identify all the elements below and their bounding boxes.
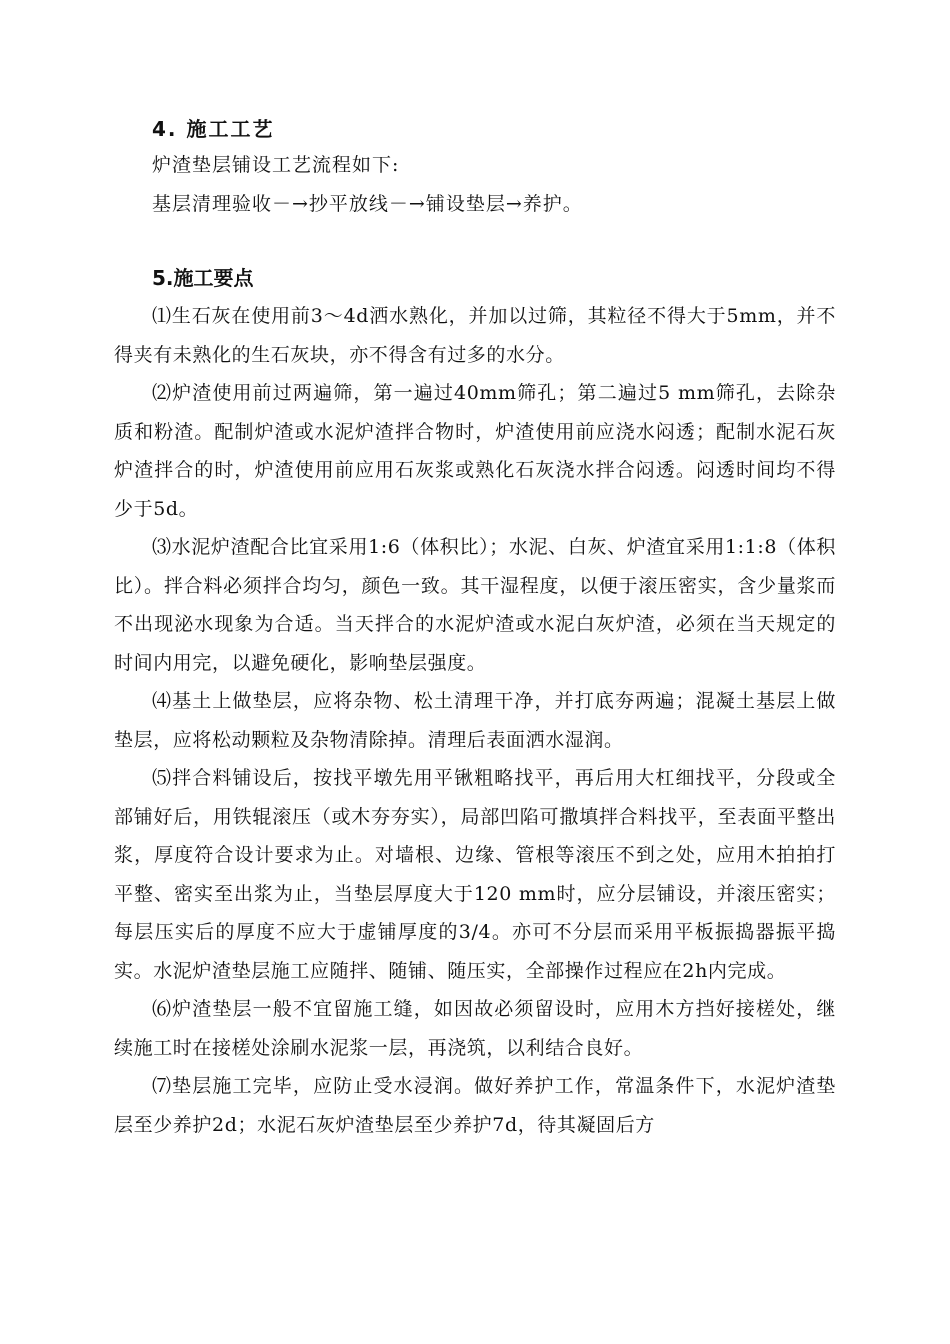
- paragraph-7: ⑺垫层施工完毕，应防止受水浸润。做好养护工作，常温条件下，水泥炉渣垫层至少养护2d；水泥石灰炉渣垫层至少养护7d，待其凝固后方: [114, 1075, 836, 1136]
- flow-intro: 炉渣垫层铺设工艺流程如下:: [152, 154, 400, 176]
- section-gap: [114, 224, 836, 261]
- document-page: [114, 112, 836, 1144]
- process-flow: 基层清理验收－→抄平放线－→铺设垫层→养护。: [152, 193, 583, 215]
- paragraph-4: ⑷基土上做垫层，应将杂物、松土清理干净，并打底夯两遍；混凝土基层上做垫层，应将松动颗粒及杂物清除掉。清理后表面洒水湿润。: [114, 690, 836, 751]
- paragraph-5: ⑸拌合料铺设后，按找平墩先用平锹粗略找平，再后用大杠细找平，分段或全部铺好后，用铁辊滚压（或木夯夯实），局部凹陷可撒填拌合料找平，至表面平整出浆，厚度符合设计要求为止。对墙根、边缘、管根等滚压不到之处，应用木拍拍打平整、密实至出浆为止，当垫层厚度大于120 mm时，应分层铺设，并滚压密实；每层压实后的厚度不应大于虚铺厚度的3/4。亦可不分层而采用平板振捣器振平捣实。水泥炉渣垫层施工应随拌、随铺、随压实，全部操作过程应在2h内完成。: [114, 767, 836, 982]
- paragraph-6: ⑹炉渣垫层一般不宜留施工缝，如因故必须留设时，应用木方挡好接槎处，继续施工时在接槎处涂刷水泥浆一层，再浇筑，以利结合良好。: [114, 998, 836, 1059]
- paragraph-2: ⑵炉渣使用前过两遍筛，第一遍过40mm筛孔；第二遍过5 mm筛孔，去除杂质和粉渣。配制炉渣或水泥炉渣拌合物时，炉渣使用前应浇水闷透；配制水泥石灰炉渣拌合的时，炉渣使用前应用石灰浆或熟化石灰浇水拌合闷透。闷透时间均不得少于5d。: [114, 382, 836, 520]
- section-5-heading: 5.施工要点: [152, 266, 254, 290]
- section-4-heading: 4. 施工工艺: [152, 117, 275, 141]
- paragraph-1: ⑴生石灰在使用前3～4d洒水熟化，并加以过筛，其粒径不得大于5mm，并不得夹有未熟化的生石灰块，亦不得含有过多的水分。: [114, 305, 836, 366]
- paragraph-3: ⑶水泥炉渣配合比宜采用1:6（体积比）；水泥、白灰、炉渣宜采用1:1:8（体积比）。拌合料必须拌合均匀，颜色一致。其干湿程度，以便于滚压密实，含少量浆而不出现泌水现象为合适。当天拌合的水泥炉渣或水泥白灰炉渣，必须在当天规定的时间内用完，以避免硬化，影响垫层强度。: [114, 536, 836, 674]
